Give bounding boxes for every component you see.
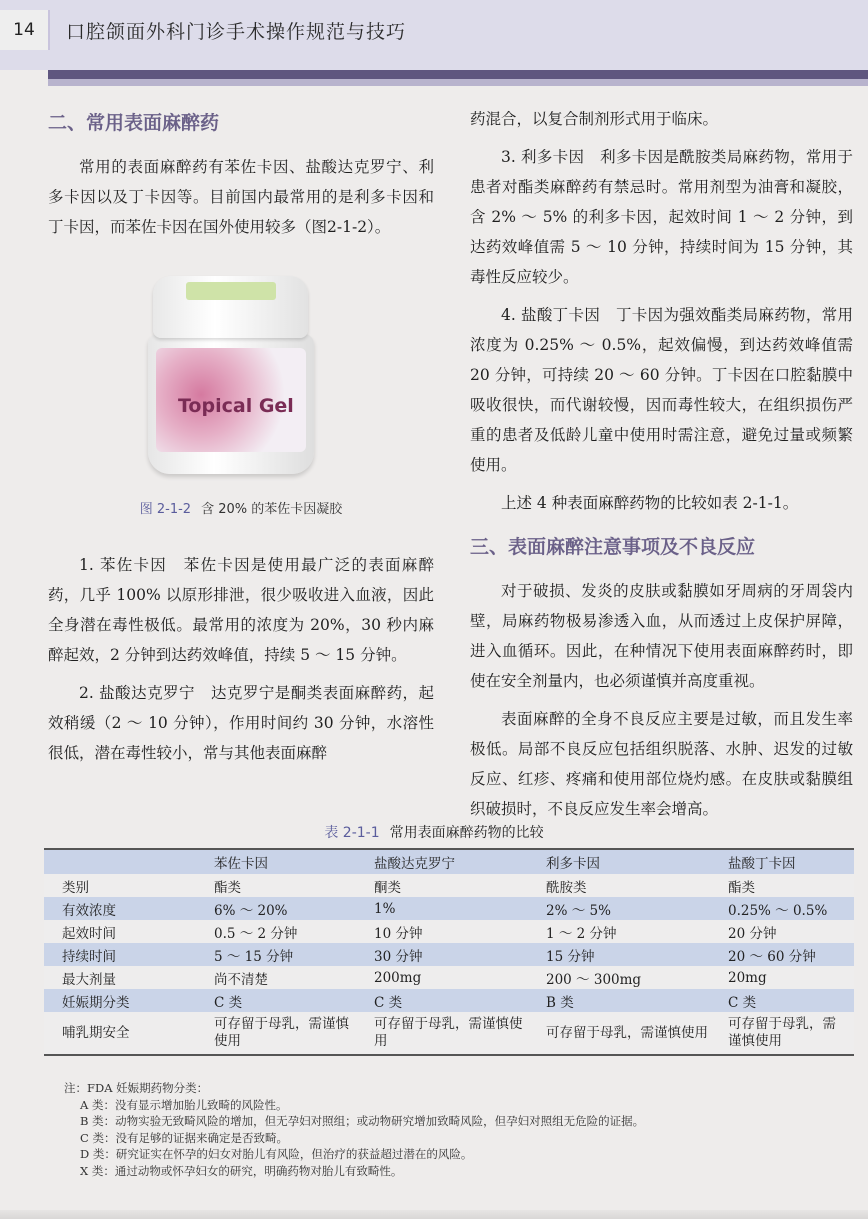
table-row <box>44 989 854 1012</box>
section-title-common-anesthetics: 二、常用表面麻醉药 <box>48 112 220 134</box>
figure-caption <box>48 500 434 520</box>
page-header <box>0 0 868 70</box>
table-cell: 可存留于母乳，需谨慎使用 <box>368 1012 540 1055</box>
page-number: 14 <box>0 10 50 50</box>
table-cell: 酮类 <box>368 874 540 897</box>
table-cell: C 类 <box>368 989 540 1012</box>
paragraph-adverse-reactions: 表面麻醉的全身不良反应主要是过敏，而且发生率极低。局部不良反应包括组织脱落、水肿、迟发的过敏反应、红疹、疼痛和使用部位烧灼感。在皮肤或黏膜组织破损时，不良反应发生率会增高。 <box>470 710 853 818</box>
note-item: C 类：没有足够的证据来确定是否致畸。 <box>80 1130 288 1145</box>
paragraph-dyclonine-continued: 药混合，以复合制剂形式用于临床。 <box>470 110 719 128</box>
table-cell: 最大剂量 <box>44 966 208 989</box>
table-cell: C 类 <box>208 989 368 1012</box>
section-title-precautions: 三、表面麻醉注意事项及不良反应 <box>470 536 756 558</box>
table-cell: B 类 <box>540 989 722 1012</box>
note-item: B 类：动物实验无致畸风险的增加，但无孕妇对照组；或动物研究增加致畸风险，但孕妇对照组无危险的证据。 <box>80 1114 645 1128</box>
paragraph-damaged-mucosa: 对于破损、发炎的皮肤或黏膜如牙周病的牙周袋内壁，局麻药物极易渗透入血，从而透过上皮保护屏障，进入血循环。因此，在种情况下使用表面麻醉药时，即使在安全剂量内，也必须谨慎并高度重视。 <box>470 582 853 690</box>
table-cell: 哺乳期安全 <box>44 1012 208 1055</box>
paragraph-tetracaine: 4. 盐酸丁卡因 丁卡因为强效酯类局麻药物，常用浓度为 0.25% ～ 0.5%，起效偏慢，到达药效峰值需 20 分钟，可持续 20 ～ 60 分钟。丁卡因在口腔黏膜中吸收很快，而代谢较慢，因而毒性较大，在组织损伤严重的患者及低龄儿童中使用时需注意，避免过量或频繁使用。 <box>470 306 853 474</box>
page-bottom-edge <box>0 1210 868 1219</box>
table-row <box>44 920 854 943</box>
right-column <box>470 104 853 824</box>
table-row <box>44 1012 854 1055</box>
table-cell: 6% ～ 20% <box>208 897 368 920</box>
table-header-cell: 盐酸丁卡因 <box>722 849 854 874</box>
table-cell: 可存留于母乳，需谨慎使用 <box>722 1012 854 1055</box>
table-cell: 类别 <box>44 874 208 897</box>
table-title <box>0 822 868 842</box>
table-cell: 起效时间 <box>44 920 208 943</box>
header-bar <box>48 70 868 86</box>
table-row <box>44 874 854 897</box>
paragraph-comparison-ref: 上述 4 种表面麻醉药物的比较如表 2-1-1。 <box>501 494 799 512</box>
table-cell: 持续时间 <box>44 943 208 966</box>
table-cell: 2% ～ 5% <box>540 897 722 920</box>
table-cell: C 类 <box>722 989 854 1012</box>
table-header-cell: 苯佐卡因 <box>208 849 368 874</box>
left-column <box>48 108 434 768</box>
table-row <box>44 897 854 920</box>
jar-product-text: Topical Gel <box>178 395 294 417</box>
table-title-id: 表 2-1-1 <box>324 825 380 841</box>
note-item: X 类：通过动物或怀孕妇女的研究，明确药物对胎儿有致畸性。 <box>80 1163 403 1178</box>
table-cell: 0.5 ～ 2 分钟 <box>208 920 368 943</box>
table-cell: 酯类 <box>722 874 854 897</box>
paragraph-lidocaine: 3. 利多卡因 利多卡因是酰胺类局麻药物，常用于患者对酯类麻醉药有禁忌时。常用剂型为油膏和凝胶，含 2% ～ 5% 的利多卡因，起效时间 1 ～ 2 分钟，到达药效峰值需 5 ～ 10 分钟，持续时间为 15 分钟，其毒性反应较少。 <box>470 148 853 286</box>
figure-caption-id: 图 2-1-2 <box>139 502 192 517</box>
table-cell: 5 ～ 15 分钟 <box>208 943 368 966</box>
table-cell: 酯类 <box>208 874 368 897</box>
paragraph-dyclonine: 2. 盐酸达克罗宁 达克罗宁是酮类表面麻醉药，起效稍缓（2 ～ 10 分钟），作用时间约 30 分钟，水溶性很低，潜在毒性较小，常与其他表面麻醉 <box>48 684 434 762</box>
table-title-text: 常用表面麻醉药物的比较 <box>389 825 544 841</box>
table-cell: 10 分钟 <box>368 920 540 943</box>
table-cell: 30 分钟 <box>368 943 540 966</box>
intro-paragraph: 常用的表面麻醉药有苯佐卡因、盐酸达克罗宁、利多卡因以及丁卡因等。目前国内最常用的是利多卡因和丁卡因，而苯佐卡因在国外使用较多（图2-1-2）。 <box>48 158 434 236</box>
notes-title: 注：FDA 妊娠期药物分类： <box>64 1081 209 1095</box>
paragraph-benzocaine: 1. 苯佐卡因 苯佐卡因是使用最广泛的表面麻醉药，几乎 100% 以原形排泄，很少吸收进入血液，因此全身潜在毒性极低。最常用的浓度为 20%，30 秒内麻醉起效，2 分钟到达药效峰值，持续 5 ～ 15 分钟。 <box>48 556 434 664</box>
book-title: 口腔颌面外科门诊手术操作规范与技巧 <box>66 21 407 43</box>
table-cell: 妊娠期分类 <box>44 989 208 1012</box>
jar-cap-label <box>186 282 276 300</box>
table-cell: 可存留于母乳，需谨慎使用 <box>208 1012 368 1055</box>
table-cell: 0.25% ～ 0.5% <box>722 897 854 920</box>
table-header-cell <box>44 849 208 874</box>
table-cell: 有效浓度 <box>44 897 208 920</box>
table-cell: 1 ～ 2 分钟 <box>540 920 722 943</box>
note-item: A 类：没有显示增加胎儿致畸的风险性。 <box>80 1097 288 1112</box>
table-cell: 20 分钟 <box>722 920 854 943</box>
table-cell: 20 ～ 60 分钟 <box>722 943 854 966</box>
table-header-row <box>44 849 854 874</box>
table-notes <box>64 1080 844 1179</box>
table-cell: 15 分钟 <box>540 943 722 966</box>
figure-benzocaine-gel <box>48 256 434 496</box>
table-cell: 200mg <box>368 966 540 989</box>
table-row <box>44 943 854 966</box>
note-item: D 类：研究证实在怀孕的妇女对胎儿有风险，但治疗的获益超过潜在的风险。 <box>80 1147 473 1161</box>
table-cell: 20mg <box>722 966 854 989</box>
table-cell: 200 ～ 300mg <box>540 966 722 989</box>
comparison-table <box>44 848 854 1056</box>
table-cell: 可存留于母乳，需谨慎使用 <box>540 1012 722 1055</box>
table-cell: 尚不清楚 <box>208 966 368 989</box>
table-header-cell: 盐酸达克罗宁 <box>368 849 540 874</box>
table-cell: 酰胺类 <box>540 874 722 897</box>
figure-caption-text: 含 20% 的苯佐卡因凝胶 <box>201 502 343 517</box>
table-header-cell: 利多卡因 <box>540 849 722 874</box>
table-row <box>44 966 854 989</box>
table-cell: 1% <box>368 897 540 920</box>
